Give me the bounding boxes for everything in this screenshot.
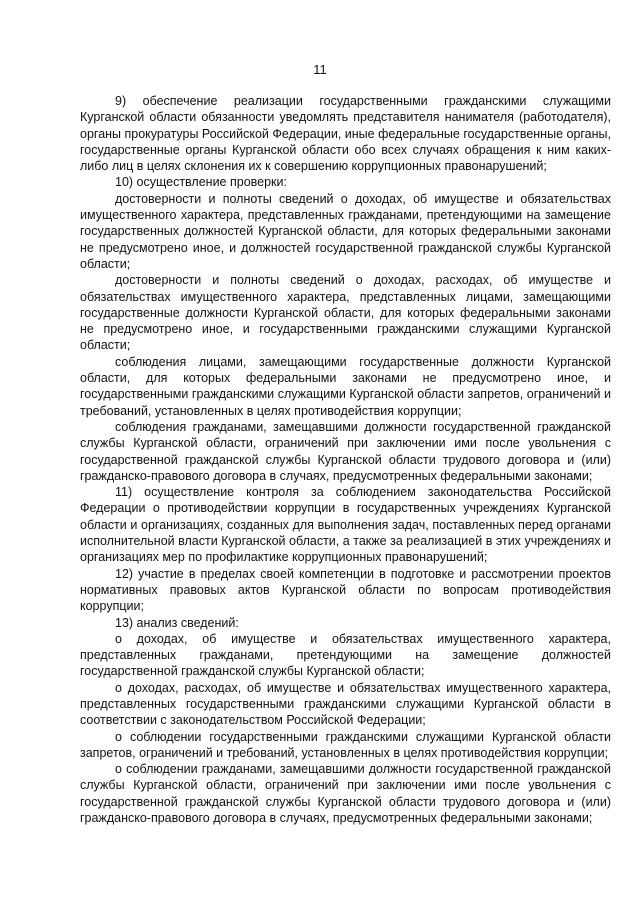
paragraph-item-13-sub-4: о соблюдении гражданами, замещавшими должности государственной гражданской службы Курганской области, ограничений при заключении ими после увольнения с государственной гражданской службы Курганской области трудового договора и (или) гражданско-правового договора в случаях, предусмотренных федеральными законами; xyxy=(80,762,611,826)
paragraph-item-10-sub-4: соблюдения гражданами, замещавшими должности государственной гражданской службы Курганской области, ограничений при заключении ими после увольнения с государственной гражданской службы Курганской области трудового договора и (или) гражданско-правового договора в случаях, предусмотренных федеральными законами; xyxy=(80,419,611,483)
paragraph-item-10-sub-1: достоверности и полноты сведений о доходах, об имуществе и обязательствах имущественного характера, представленных гражданами, претендующими на замещение государственных должностей Курганской области, для которых федеральными законами не предусмотрено иное, и должностей государственной гражданской службы Курганской области; xyxy=(80,191,611,271)
document-body xyxy=(80,93,611,826)
paragraph-item-11: 11) осуществление контроля за соблюдением законодательства Российской Федерации о противодействии коррупции в государственных учреждениях Курганской области и организациях, созданных для выполнения задач, поставленных перед органами исполнительной власти Курганской области, а также за реализацией в этих учреждениях и организациях мер по профилактике коррупционных правонарушений; xyxy=(80,485,611,565)
paragraph-item-12: 12) участие в пределах своей компетенции в подготовке и рассмотрении проектов нормативных правовых актов Курганской области по вопросам противодействия коррупции; xyxy=(80,566,611,614)
paragraph-item-10: 10) осуществление проверки: xyxy=(115,175,287,190)
paragraph-item-13-sub-1: о доходах, об имуществе и обязательствах имущественного характера, представленных гражданами, претендующими на замещение должностей государственной гражданской службы Курганской области; xyxy=(80,631,611,679)
paragraph-item-13-sub-3: о соблюдении государственными гражданскими служащими Курганской области запретов, ограничений и требований, установленных в целях противодействия коррупции; xyxy=(80,729,611,760)
page-number: 11 xyxy=(313,62,327,77)
paragraph-item-9: 9) обеспечение реализации государственными гражданскими служащими Курганской области обязанности уведомлять представителя нанимателя (работодателя), органы прокуратуры Российской Федерации, иные федеральные государственные органы, государственные органы Курганской области обо всех случаях обращения к ним каких-либо лиц в целях склонения их к совершению коррупционных правонарушений; xyxy=(80,94,611,174)
paragraph-item-10-sub-3: соблюдения лицами, замещающими государственные должности Курганской области, для которых федеральными законами не предусмотрено иное, и государственными гражданскими служащими Курганской области запретов, ограничений и требований, установленных в целях противодействия коррупции; xyxy=(80,354,611,418)
paragraph-item-13: 13) анализ сведений: xyxy=(115,615,239,630)
paragraph-item-13-sub-2: о доходах, расходах, об имуществе и обязательствах имущественного характера, представленных государственными гражданскими служащими Курганской области в соответствии с законодательством Российской Федерации; xyxy=(80,680,611,728)
paragraph-item-10-sub-2: достоверности и полноты сведений о доходах, расходах, об имуществе и обязательствах имущественного характера, представленных лицами, замещающими государственные должности Курганской области, для которых федеральными законами не предусмотрено иное, и государственными гражданскими служащими Курганской области; xyxy=(80,273,611,353)
